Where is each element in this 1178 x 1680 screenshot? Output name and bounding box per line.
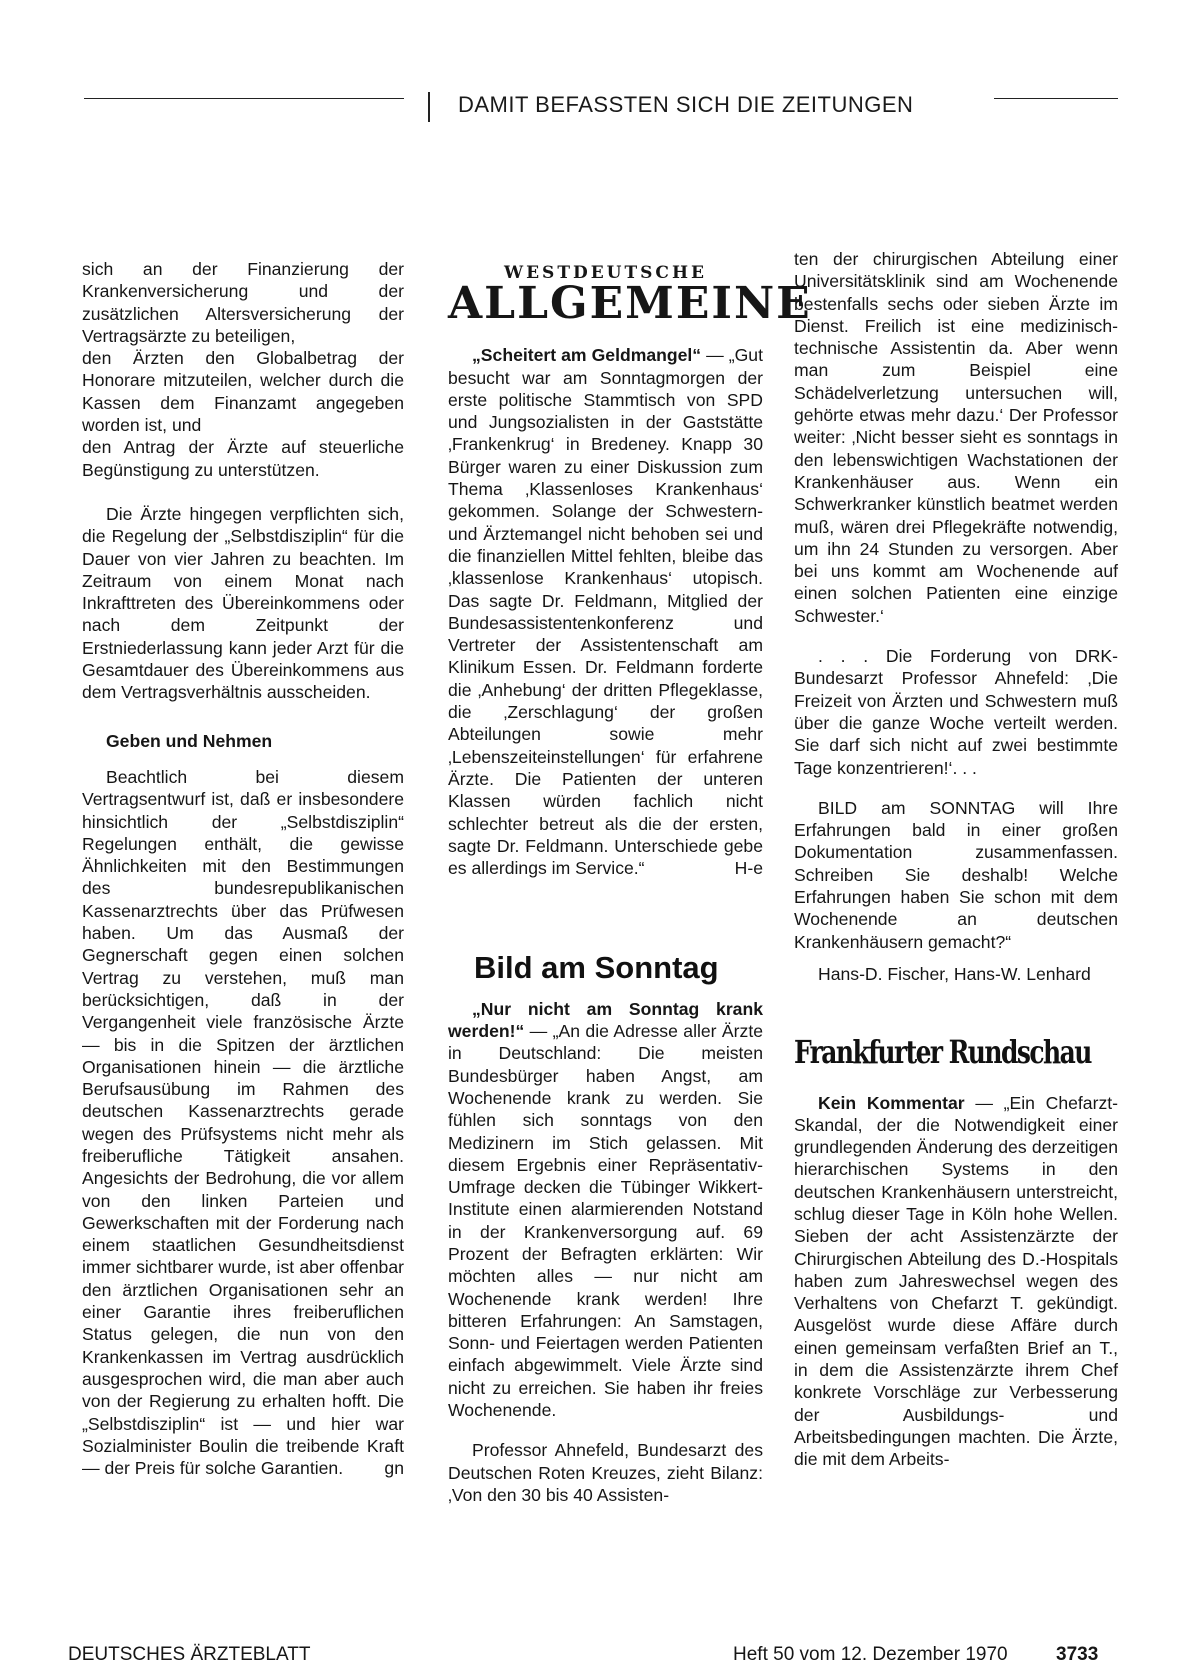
paragraph: ten der chirurgischen Abteilung einer Universitätsklinik sind am Wochenende bestenfalls sechs oder sieben Ärzte im Dienst. Freilich ist eine medizinisch-technische Assistentin da. Aber wenn man zum Beispiel eine Schädelverletzung untersuchen will, gehörte etwas mehr dazu.‘ Der Professor weiter: ‚Nicht besser sieht es sonntags in den lebenswichtigen Wachstationen der Krankenhäuser aus. Wenn ein Schwerkranker künstlich beatmet werden muß, wären drei Pflegekräfte notwendig, um ihn 24 Stunden zu versorgen. Aber bei uns kommt am Wochenende auf einen solchen Patienten eine einzige Schwester.‘ (794, 249, 1118, 626)
paragraph: den Ärzten den Globalbetrag der Honorare mitzuteilen, welcher durch die Kassen dem Finanzamt angegeben worden ist, und (82, 348, 404, 436)
subheading: Geben und Nehmen (106, 730, 273, 751)
waz-logo-bottom: ALLGEMEINE (448, 278, 812, 330)
paragraph: den Antrag der Ärzte auf steuerliche Begünstigung zu unterstützen. (82, 437, 404, 480)
bams-logo: Bild am Sonntag (474, 949, 719, 985)
top-left-rule (84, 98, 404, 99)
text: — „An die Adresse aller Ärzte in Deutschland: Die meisten Bundesbürger haben Angst, am Wochenende krank zu werden. Sie fühlen sich sonntags von den Medizinern im Stich gelassen. Mit diesem Ergebnis einer Repräsentativ-Umfrage decken die Tübinger Wikkert-Institute einen alarmierenden Notstand in der Krankenversorgung auf. 69 Prozent der Befragten erklärten: Wir möchten alles — nur nicht am Wochenende krank werden! Ihre bitteren Erfahrungen: An Samstagen, Sonn- und Feiertagen werden Patienten einfach abgewimmelt. Viele Ärzte sind nicht zu erreichen. Sie haben ihr freies Wochenende. (448, 1021, 763, 1421)
paragraph (448, 998, 763, 1422)
column-divider (428, 92, 430, 122)
author-signature: H-e (734, 858, 763, 879)
lead-in: „Nur nicht am Sonntag krank werden!“ (448, 998, 763, 1042)
column-3 (794, 248, 1118, 1471)
text: — „Ein Chefarzt-Skandal, der die Notwendigkeit einer grundlegenden Änderung des derzeitigen hierarchischen Systems in den deutschen Krankenhäusern unterstreicht, schlug dieser Tage in Köln hohe Wellen. Sieben der acht Assistenzärzte der Chirurgischen Abteilung des D.-Hospitals haben zum Jahreswechsel wegen des Verhaltens von Chefarzt T. gekündigt. Ausgelöst wurde diese Affäre durch einen gemeinsam verfaßten Brief an T., in dem die Assistenzärzte ihrem Chef konkrete Vorschläge zur Verbesserung der Ausbildungs- und Arbeitsbedingungen machten. Die Ärzte, die mit dem Arbeits- (794, 1092, 1118, 1470)
author-signature: gn (384, 1458, 404, 1479)
fr-logo: Frankfurter Rundschau (794, 1033, 1091, 1072)
footer-journal: DEUTSCHES ÄRZTEBLATT (68, 1644, 311, 1665)
paragraph: Die Ärzte hingegen verpflichten sich, die Regelung der „Selbstdisziplin“ für die Dauer von vier Jahren zu beachten. Im Zeitraum von einem Monat nach Inkrafttreten des Übereinkommens oder nach dem Zeitpunkt der Erstniederlassung kann jeder Arzt für die Gesamtdauer des Übereinkommens aus dem Vertragsverhältnis ausscheiden. (82, 503, 404, 703)
waz-logo (448, 262, 812, 330)
paragraph (794, 1092, 1118, 1471)
top-right-rule (994, 98, 1118, 99)
text: — „Gut besucht war am Sonntagmorgen der erste politische Stammtisch von SPD und Jungsozialisten in der Gaststätte ‚Frankenkrug‘ in Bredeney. Knapp 30 Bürger waren zu einer Diskussion zum Thema ‚Klassenloses Krankenhaus‘ gekommen. Solange der Schwestern- und Ärztemangel nicht behoben sei und die finanziellen Mittel fehlten, bleibe das ‚klassenlose Krankenhaus‘ utopisch. Das sagte Dr. Feldmann, Mitglied der Bundesassistentenkonferenz und Vertreter der Assistentenschaft am Klinikum Essen. Dr. Feldmann forderte die ‚Anhebung‘ der dritten Pflegeklasse, die ‚Zerschlagung‘ der großen Abteilungen sowie mehr ‚Lebenszeiteinstellungen‘ für erfahrene Ärzte. Die Patienten der unteren Klassen würden fachlich nicht schlechter betreut als die der ersten, sagte Dr. Feldmann. Unterschiede gebe es allerdings im Service.“ (448, 345, 763, 879)
paragraph: . . . Die Forderung von DRK-Bundesarzt Professor Ahnefeld: ‚Die Freizeit von Ärzten und Schwestern muß über die ganze Woche verteilt werden. Sie darf sich nicht auf zwei bestimmte Tage konzentrieren!‘. . . (794, 646, 1118, 778)
paragraph: Beachtlich bei diesem Vertragsentwurf ist, daß er insbesondere hinsichtlich der „Selbstdisziplin“ Regelungen enthält, die gewisse Ähnlichkeiten mit den Bestimmungen des bundesrepublikanischen Kassenarztrechts über das Prüfwesen haben. Um das Ausmaß der Gegnerschaft gegen einen solchen Vertrag zu verstehen, muß man berücksichtigen, daß in der Vergangenheit viele französische Ärzte — bis in die Spitzen der ärztlichen Organisationen hinein — die ärztliche Berufsausübung im Rahmen des deutschen Kassenarztrechts gerade wegen des Prüfsystems nicht mehr als freiberufliche Tätigkeit ansahen. Angesichts der Bedrohung, die vor allem von den linken Parteien und Gewerkschaften mit der Forderung nach einem staatlichen Gesundheitsdienst immer sichtbarer wurde, ist aber offenbar den ärztlichen Organisationen sehr an einer Garantie ihres freiberuflichen Status gelegen, die nun von den Krankenkassen im Vertrag ausdrücklich ausgesprochen wird, die man aber auch von der Regierung zu erhalten hofft. Die „Selbstdisziplin“ ist — und hier war Sozialminister Boulin die treibende Kraft — der Preis für solche Garantien. (82, 766, 404, 1479)
column-2 (448, 262, 812, 1506)
author-signature: Hans-D. Fischer, Hans-W. Lenhard (818, 963, 1091, 984)
paragraph (448, 344, 763, 879)
paragraph: BILD am SONNTAG will Ihre Erfahrungen bald in einer großen Dokumentation zusammenfassen. Schreiben Sie deshalb! Welche Erfahrungen haben Sie schon mit dem Wochenende an deutschen Krankenhäusern gemacht?“ (794, 797, 1118, 952)
footer-issue: Heft 50 vom 12. Dezember 1970 (733, 1644, 1008, 1665)
lead-in: „Scheitert am Geldmangel“ (472, 345, 702, 366)
lead-in: Kein Kommentar (818, 1092, 965, 1113)
paragraph: sich an der Finanzierung der Krankenversicherung und der zusätzlichen Altersversicherung der Vertragsärzte zu beteiligen, (82, 259, 404, 346)
page-number: 3733 (1056, 1644, 1099, 1665)
waz-logo-top: WESTDEUTSCHE (504, 263, 707, 283)
column-1 (82, 258, 404, 1480)
paragraph: Professor Ahnefeld, Bundesarzt des Deutschen Roten Kreuzes, zieht Bilanz: ‚Von den 30 bis 40 Assisten- (448, 1440, 763, 1505)
section-title: DAMIT BEFASSTEN SICH DIE ZEITUNGEN (458, 92, 914, 117)
